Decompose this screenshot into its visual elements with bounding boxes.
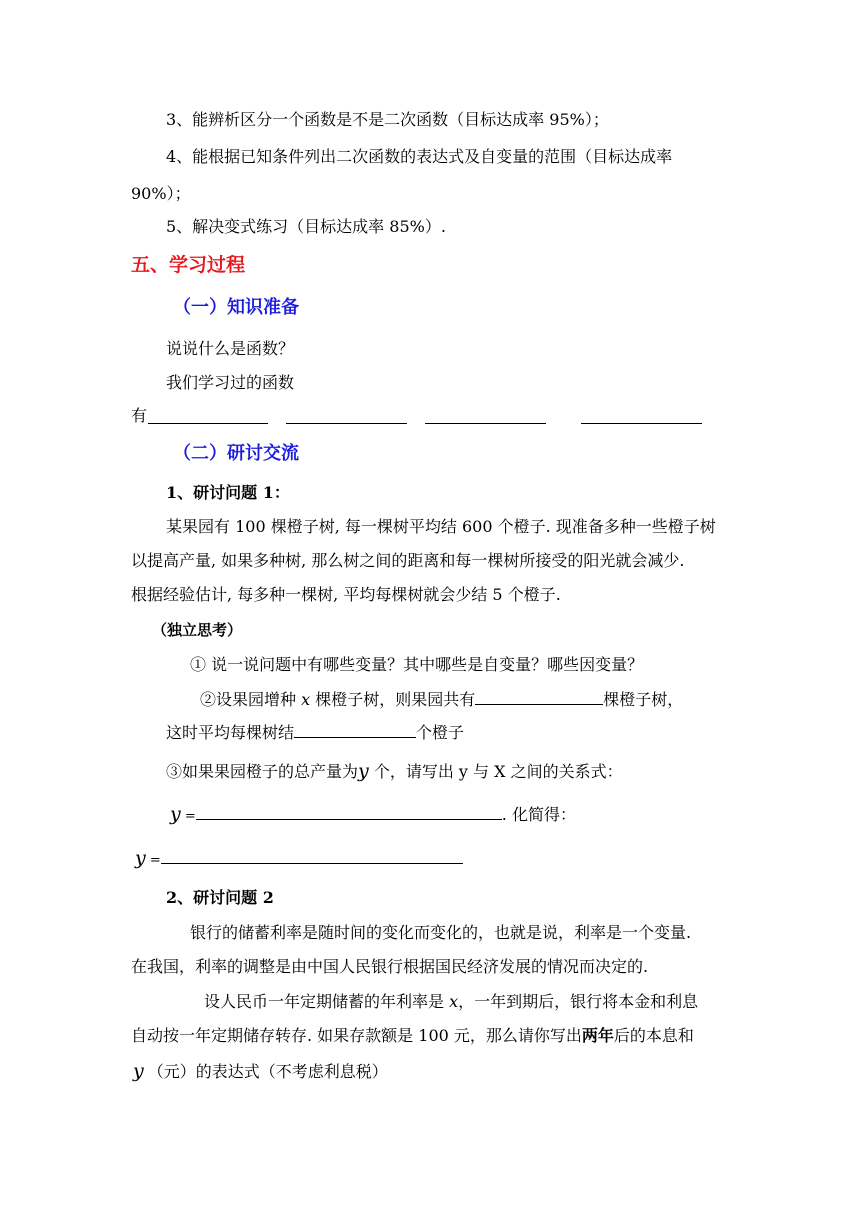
variable-y: y (170, 803, 181, 825)
variable-x: x (301, 690, 311, 709)
two-years-emphasis: 两年 (581, 1026, 614, 1045)
problem-1-text-line3: 根据经验估计, 每多种一棵树, 平均每棵树就会少结 5 个橙子. (131, 585, 561, 604)
blank-function-4[interactable] (581, 423, 702, 424)
blank-relation-expression[interactable] (196, 802, 502, 820)
sub-question-1: ① 说一说问题中有哪些变量？其中哪些是自变量？哪些因变量？ (190, 655, 644, 674)
sub-question-2-part-a: ②设果园增种 (200, 690, 302, 709)
question-what-is-function: 说说什么是函数？ (166, 339, 295, 358)
subsection-title-discussion: （二）研讨交流 (173, 443, 299, 464)
sub-question-2-line1 (200, 687, 683, 711)
problem-2-part-d: 后的本息和 (613, 1026, 694, 1045)
problem-2-part-c: 自动按一年定期储存转存. 如果存款额是 100 元，那么请你写出 (131, 1026, 582, 1045)
variable-y: y (135, 847, 146, 869)
sub-question-2-part-c: 棵橙子树， (603, 690, 684, 709)
blank-simplified-expression[interactable] (161, 846, 463, 864)
goal-4-line2: 90%）； (131, 184, 191, 203)
variable-y: y (358, 760, 369, 782)
problem-2-text-line4 (131, 1025, 694, 1047)
question-learned-functions: 我们学习过的函数 (166, 373, 295, 392)
blank-function-1[interactable] (148, 423, 268, 424)
sub-question-2-part-e: 个橙子 (416, 723, 465, 742)
goal-5: 5、解决变式练习（目标达成率 85%）. (166, 217, 446, 236)
problem-1-heading: 1、研讨问题 1： (166, 483, 290, 502)
problem-2-part-a: 设人民币一年定期储蓄的年利率是 (204, 992, 450, 1011)
sub-question-2-part-d: 这时平均每棵树结 (166, 723, 295, 742)
problem-2-text-line2: 在我国，利率的调整是由中国人民银行根据国民经济发展的情况而决定的. (131, 957, 649, 976)
problem-2-text-line1: 银行的储蓄利率是随时间的变化而变化的，也就是说，利率是一个变量. (190, 923, 692, 942)
problem-2-text-line5 (133, 1060, 388, 1083)
problem-2-part-b: ，一年到期后，银行将本金和利息 (458, 992, 699, 1011)
subsection-title-knowledge-prep: （一）知识准备 (173, 297, 299, 318)
blank-oranges-per-tree[interactable] (294, 720, 416, 738)
problem-2-text-line3 (204, 991, 698, 1013)
blank-function-2[interactable] (286, 423, 407, 424)
problem-2-heading: 2、研讨问题 2 (166, 888, 274, 907)
simplify-label: . 化简得： (501, 805, 576, 824)
equals-sign: = (180, 809, 196, 824)
goal-3: 3、能辨析区分一个函数是不是二次函数（目标达成率 95%）； (166, 110, 609, 129)
problem-1-text-line1: 某果园有 100 棵橙子树, 每一棵树平均结 600 个橙子. 现准备多种一些橙子树 (166, 517, 716, 536)
section-title-learning-process: 五、学习过程 (131, 254, 246, 276)
variable-x: x (449, 992, 459, 1011)
equation-line-2 (135, 846, 463, 872)
blank-total-trees[interactable] (475, 687, 603, 705)
equals-sign: = (145, 853, 161, 868)
sub-question-2-part-b: 棵橙子树，则果园共有 (310, 690, 476, 709)
functions-prefix: 有 (131, 406, 148, 425)
problem-1-text-line2: 以提高产量, 如果多种树, 那么树之间的距离和每一棵树所接受的阳光就会减少. (131, 551, 685, 570)
sub-question-3-part-a: ③如果果园橙子的总产量为 (166, 762, 359, 781)
blank-function-3[interactable] (425, 423, 546, 424)
variable-y: y (133, 1060, 144, 1082)
sub-question-3-part-b: 个，请写出 y 与 X 之间的关系式： (368, 762, 623, 781)
goal-4-line1: 4、能根据已知条件列出二次函数的表达式及自变量的范围（目标达成率 (166, 147, 673, 166)
sub-question-3 (166, 760, 623, 783)
sub-question-2-line2 (166, 720, 464, 744)
problem-2-part-e: （元）的表达式（不考虑利息税） (147, 1062, 388, 1081)
independent-thinking-label: （独立思考） (152, 621, 243, 639)
equation-line-1 (170, 802, 576, 828)
